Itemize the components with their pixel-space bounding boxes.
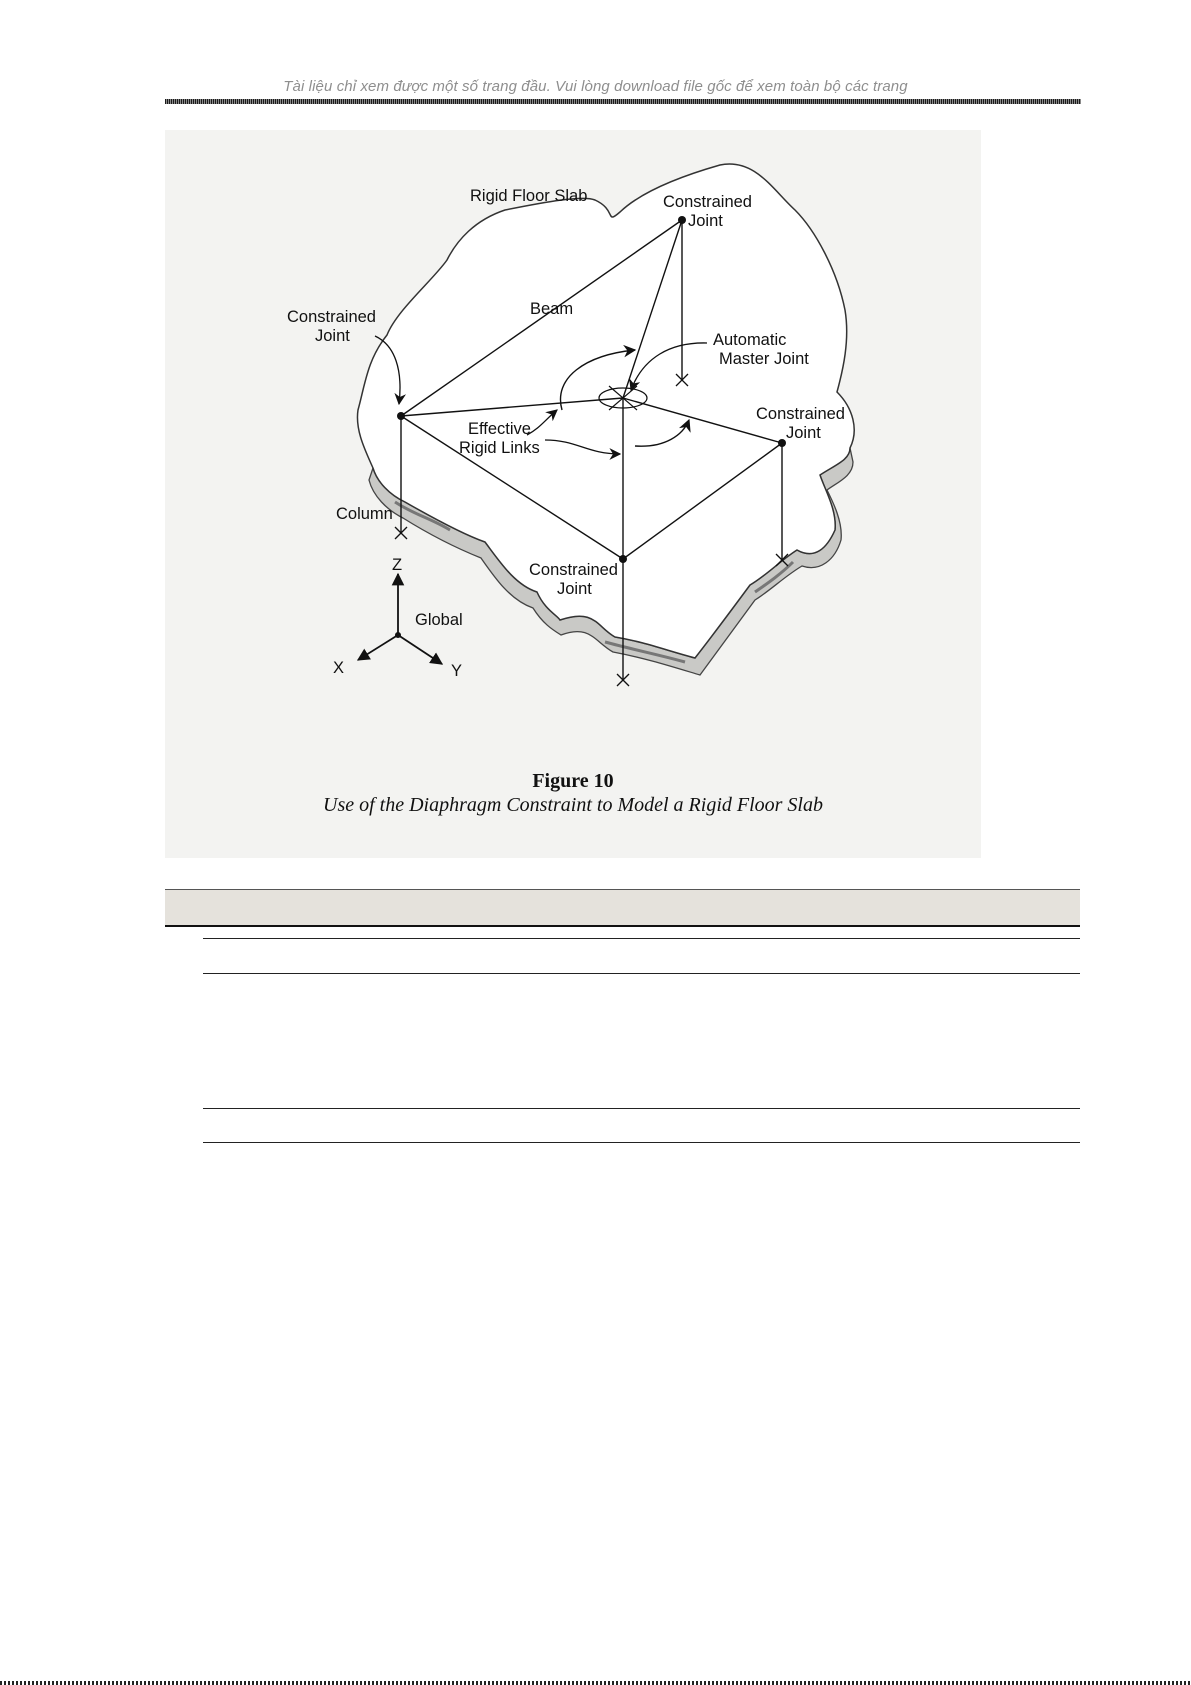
label-automatic: Automatic	[713, 331, 787, 349]
label-effective: Effective	[468, 420, 531, 438]
label-constrained-left: Constrained	[287, 308, 376, 326]
label-column: Column	[336, 505, 393, 523]
label-constrained-bottom: Constrained	[529, 561, 618, 579]
label-joint-right: Joint	[786, 424, 821, 442]
label-rigid-links: Rigid Links	[459, 439, 540, 457]
label-axis-y: Y	[451, 662, 463, 680]
label-joint-left: Joint	[315, 327, 350, 345]
label-master-joint: Master Joint	[719, 350, 809, 368]
label-joint-top: Joint	[688, 212, 723, 230]
header-rule	[165, 99, 1081, 104]
label-constrained-right: Constrained	[756, 405, 845, 423]
watermark-text: Tài liệu chỉ xem được một số trang đầu. Vui lòng download file gốc để xem toàn bộ các trang	[283, 78, 908, 95]
label-axis-x: X	[333, 659, 345, 677]
table-header-bar	[165, 889, 1080, 927]
label-rigid-floor-slab: Rigid Floor Slab	[470, 187, 588, 205]
label-beam: Beam	[530, 300, 574, 318]
figure-diagram	[165, 130, 981, 858]
page-bottom-rule	[0, 1681, 1191, 1685]
label-axis-z: Z	[392, 556, 403, 574]
figure-caption-title: Figure 10	[532, 770, 614, 792]
label-global: Global	[415, 611, 463, 629]
table-rule-2	[203, 973, 1080, 974]
diaphragm-diagram	[165, 130, 981, 858]
figure-caption-subtitle: Use of the Diaphragm Constraint to Model a Rigid Floor Slab	[323, 794, 823, 816]
table-rule-3	[203, 1108, 1080, 1109]
table-rule-1	[203, 938, 1080, 939]
label-joint-bottom: Joint	[557, 580, 592, 598]
label-constrained-top: Constrained	[663, 193, 752, 211]
table-rule-4	[203, 1142, 1080, 1143]
